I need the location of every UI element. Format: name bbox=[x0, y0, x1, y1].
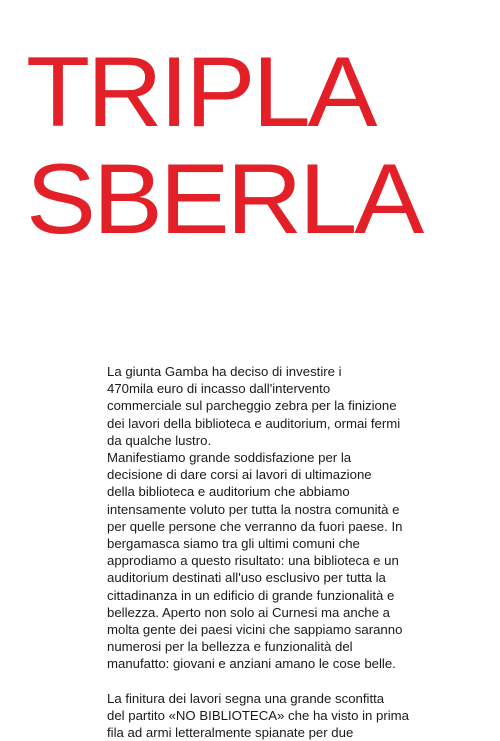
headline-line-1: TRIPLA bbox=[26, 36, 375, 147]
text-line: cittadinanza in un edificio di grande funzionalità e bbox=[107, 587, 395, 603]
text-line: per quelle persone che verranno da fuori paese. In bbox=[107, 518, 403, 534]
text-line: commerciale sul parcheggio zebra per la finizione bbox=[107, 398, 397, 414]
headline-line-2: SBERLA bbox=[26, 143, 422, 254]
text-line: Manifestiamo grande soddisfazione per la bbox=[107, 450, 352, 466]
text-line: dei lavori della biblioteca e auditorium, ormai fermi bbox=[107, 415, 401, 431]
article-paragraph-2 bbox=[88, 449, 403, 673]
text-line: La finitura dei lavori segna una grande sconfitta bbox=[107, 690, 385, 706]
text-line: fila ad armi letteralmente spianate per due bbox=[107, 725, 354, 741]
article-paragraph-3 bbox=[88, 690, 409, 741]
text-line: manufatto: giovani e anziani amano le cose belle. bbox=[107, 656, 396, 672]
text-line: della biblioteca e auditorium che abbiamo bbox=[107, 484, 350, 500]
text-line: numerosi per la bellezza e funzionalità del bbox=[107, 639, 353, 655]
article-body bbox=[88, 363, 409, 741]
text-line: intensamente voluto per tutta la nostra comunità e bbox=[107, 501, 400, 517]
article-paragraph-1 bbox=[88, 363, 400, 449]
text-line: La giunta Gamba ha deciso di investire i bbox=[107, 364, 342, 379]
text-line: 470mila euro di incasso dall'intervento bbox=[107, 381, 331, 397]
headline bbox=[26, 38, 500, 252]
text-line: da qualche lustro. bbox=[107, 432, 212, 448]
text-line: bergamasca siamo tra gli ultimi comuni che bbox=[107, 536, 360, 552]
text-line: approdiamo a questo risultato: una biblioteca e un bbox=[107, 553, 399, 569]
text-line: bellezza. Aperto non solo ai Curnesi ma anche a bbox=[107, 604, 390, 620]
text-line: decisione di dare corsi ai lavori di ultimazione bbox=[107, 467, 372, 483]
text-line: del partito «NO BIBLIOTECA» che ha visto in prima bbox=[107, 707, 409, 723]
text-line: auditorium destinati all'uso esclusivo per tutta la bbox=[107, 570, 386, 586]
text-line: molta gente dei paesi vicini che sappiamo saranno bbox=[107, 622, 403, 638]
